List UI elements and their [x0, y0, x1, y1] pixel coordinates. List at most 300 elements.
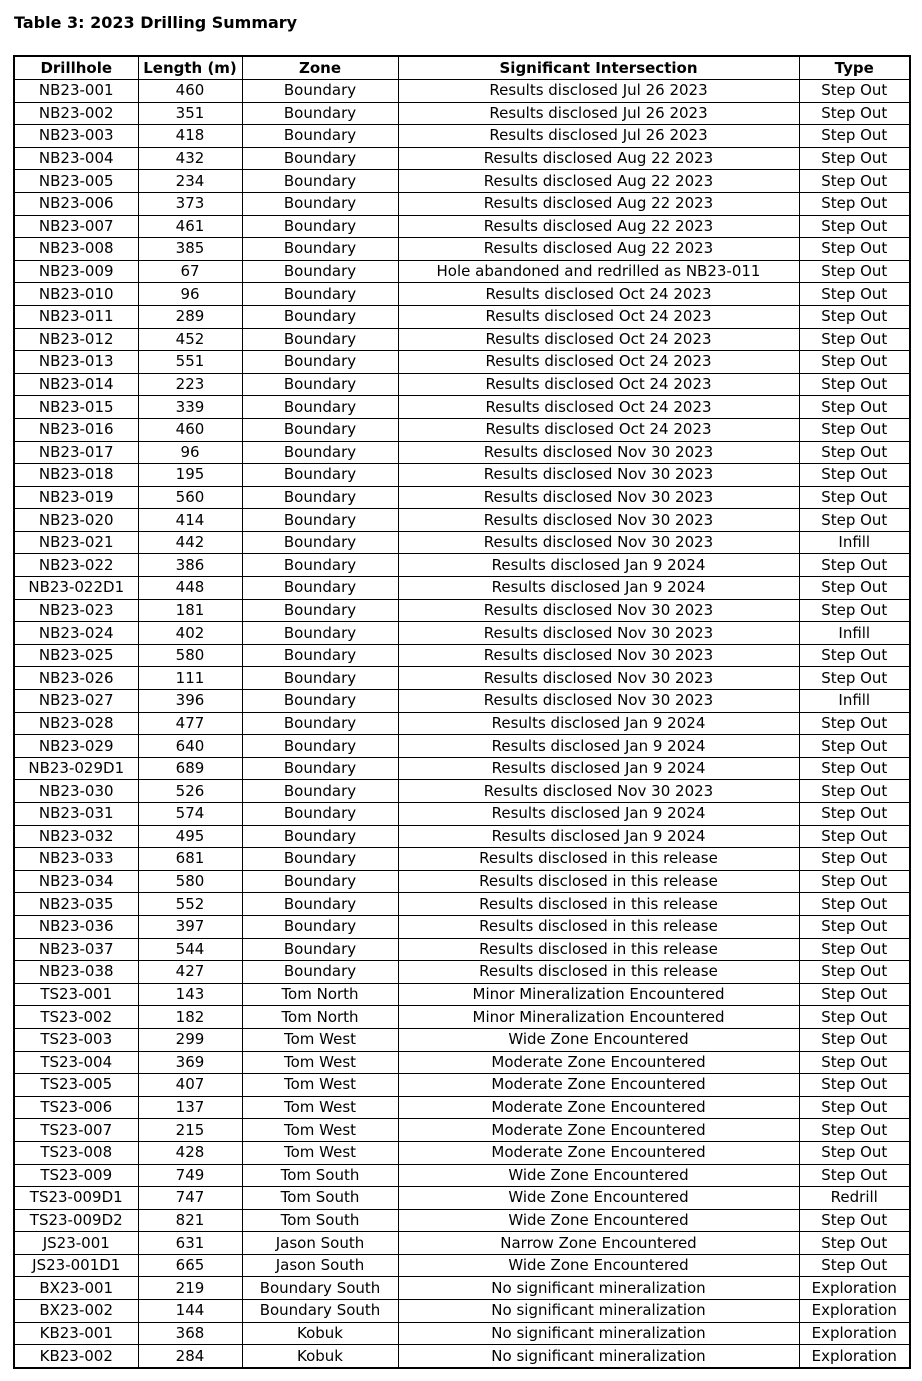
cell-zone: Boundary: [242, 599, 398, 622]
cell-type: Step Out: [799, 260, 910, 283]
cell-length: 448: [138, 577, 242, 600]
cell-zone: Kobuk: [242, 1322, 398, 1345]
cell-type: Infill: [799, 690, 910, 713]
cell-length: 432: [138, 147, 242, 170]
cell-significant-intersection: Results disclosed Nov 30 2023: [398, 644, 799, 667]
cell-length: 560: [138, 486, 242, 509]
cell-type: Step Out: [799, 351, 910, 374]
table-row: [14, 1187, 910, 1210]
cell-length: 461: [138, 215, 242, 238]
cell-drillhole: NB23-016: [14, 418, 138, 441]
cell-significant-intersection: Results disclosed Nov 30 2023: [398, 509, 799, 532]
cell-type: Infill: [799, 622, 910, 645]
cell-zone: Boundary: [242, 735, 398, 758]
cell-zone: Boundary: [242, 238, 398, 261]
cell-drillhole: NB23-004: [14, 147, 138, 170]
table-row: [14, 1028, 910, 1051]
table-row: [14, 1300, 910, 1323]
cell-type: Step Out: [799, 80, 910, 103]
table-row: [14, 215, 910, 238]
cell-drillhole: NB23-013: [14, 351, 138, 374]
cell-zone: Jason South: [242, 1254, 398, 1277]
table-row: [14, 305, 910, 328]
cell-type: Step Out: [799, 825, 910, 848]
cell-length: 373: [138, 192, 242, 215]
cell-zone: Boundary: [242, 192, 398, 215]
table-row: [14, 915, 910, 938]
cell-type: Exploration: [799, 1345, 910, 1368]
cell-zone: Boundary: [242, 870, 398, 893]
cell-length: 195: [138, 464, 242, 487]
cell-drillhole: BX23-002: [14, 1300, 138, 1323]
cell-drillhole: NB23-008: [14, 238, 138, 261]
cell-significant-intersection: Minor Mineralization Encountered: [398, 983, 799, 1006]
cell-drillhole: NB23-002: [14, 102, 138, 125]
cell-drillhole: NB23-027: [14, 690, 138, 713]
cell-length: 96: [138, 441, 242, 464]
table-row: [14, 170, 910, 193]
cell-drillhole: TS23-009D1: [14, 1187, 138, 1210]
table-row: [14, 644, 910, 667]
cell-significant-intersection: Results disclosed in this release: [398, 938, 799, 961]
table-title: Table 3: 2023 Drilling Summary: [14, 13, 298, 32]
cell-drillhole: KB23-002: [14, 1345, 138, 1368]
cell-length: 689: [138, 757, 242, 780]
cell-length: 144: [138, 1300, 242, 1323]
cell-type: Step Out: [799, 961, 910, 984]
cell-type: Step Out: [799, 735, 910, 758]
table-row: [14, 125, 910, 148]
cell-drillhole: NB23-029: [14, 735, 138, 758]
table-row: [14, 938, 910, 961]
cell-drillhole: NB23-024: [14, 622, 138, 645]
cell-length: 181: [138, 599, 242, 622]
cell-significant-intersection: Results disclosed Nov 30 2023: [398, 780, 799, 803]
table-row: [14, 893, 910, 916]
table-row: [14, 1254, 910, 1277]
table-row: [14, 102, 910, 125]
cell-length: 137: [138, 1096, 242, 1119]
cell-zone: Boundary: [242, 690, 398, 713]
cell-length: 477: [138, 712, 242, 735]
cell-drillhole: NB23-022: [14, 554, 138, 577]
cell-zone: Boundary: [242, 373, 398, 396]
cell-drillhole: TS23-004: [14, 1051, 138, 1074]
cell-zone: Tom South: [242, 1187, 398, 1210]
cell-drillhole: KB23-001: [14, 1322, 138, 1345]
cell-length: 428: [138, 1141, 242, 1164]
cell-drillhole: NB23-038: [14, 961, 138, 984]
cell-type: Step Out: [799, 848, 910, 871]
cell-significant-intersection: Results disclosed Nov 30 2023: [398, 622, 799, 645]
cell-type: Step Out: [799, 803, 910, 826]
cell-zone: Boundary: [242, 938, 398, 961]
table-row: [14, 486, 910, 509]
cell-significant-intersection: Results disclosed in this release: [398, 915, 799, 938]
table-row: [14, 1096, 910, 1119]
cell-significant-intersection: Wide Zone Encountered: [398, 1187, 799, 1210]
cell-length: 747: [138, 1187, 242, 1210]
cell-drillhole: NB23-034: [14, 870, 138, 893]
cell-zone: Boundary: [242, 170, 398, 193]
cell-zone: Boundary: [242, 780, 398, 803]
table-row: [14, 418, 910, 441]
column-header-zone: Zone: [242, 56, 398, 80]
cell-length: 351: [138, 102, 242, 125]
table-row: [14, 983, 910, 1006]
cell-significant-intersection: No significant mineralization: [398, 1277, 799, 1300]
cell-significant-intersection: Wide Zone Encountered: [398, 1209, 799, 1232]
table-row: [14, 351, 910, 374]
table-row: [14, 622, 910, 645]
cell-significant-intersection: Results disclosed Oct 24 2023: [398, 396, 799, 419]
cell-type: Step Out: [799, 644, 910, 667]
cell-length: 460: [138, 418, 242, 441]
table-row: [14, 441, 910, 464]
cell-significant-intersection: Minor Mineralization Encountered: [398, 1006, 799, 1029]
cell-zone: Boundary: [242, 825, 398, 848]
table-row: [14, 554, 910, 577]
cell-zone: Boundary: [242, 80, 398, 103]
cell-length: 299: [138, 1028, 242, 1051]
cell-drillhole: NB23-035: [14, 893, 138, 916]
cell-type: Step Out: [799, 509, 910, 532]
cell-significant-intersection: Wide Zone Encountered: [398, 1028, 799, 1051]
table-row: [14, 1074, 910, 1097]
cell-zone: Boundary: [242, 531, 398, 554]
cell-significant-intersection: Results disclosed in this release: [398, 848, 799, 871]
column-header-length: Length (m): [138, 56, 242, 80]
cell-length: 223: [138, 373, 242, 396]
cell-zone: Tom South: [242, 1209, 398, 1232]
cell-type: Step Out: [799, 486, 910, 509]
cell-drillhole: NB23-011: [14, 305, 138, 328]
cell-zone: Tom South: [242, 1164, 398, 1187]
cell-zone: Boundary: [242, 102, 398, 125]
cell-significant-intersection: Narrow Zone Encountered: [398, 1232, 799, 1255]
table-row: [14, 870, 910, 893]
cell-drillhole: NB23-020: [14, 509, 138, 532]
cell-drillhole: TS23-006: [14, 1096, 138, 1119]
cell-length: 551: [138, 351, 242, 374]
cell-zone: Boundary: [242, 667, 398, 690]
cell-length: 574: [138, 803, 242, 826]
cell-zone: Boundary: [242, 351, 398, 374]
table-row: [14, 531, 910, 554]
cell-significant-intersection: Results disclosed Nov 30 2023: [398, 599, 799, 622]
table-row: [14, 599, 910, 622]
cell-type: Step Out: [799, 283, 910, 306]
cell-significant-intersection: Results disclosed Jan 9 2024: [398, 554, 799, 577]
table-row: [14, 238, 910, 261]
table-row: [14, 283, 910, 306]
cell-drillhole: TS23-001: [14, 983, 138, 1006]
table-row: [14, 192, 910, 215]
cell-length: 289: [138, 305, 242, 328]
cell-drillhole: BX23-001: [14, 1277, 138, 1300]
cell-type: Step Out: [799, 464, 910, 487]
cell-drillhole: NB23-014: [14, 373, 138, 396]
cell-type: Infill: [799, 531, 910, 554]
cell-length: 407: [138, 1074, 242, 1097]
table-row: [14, 80, 910, 103]
cell-length: 495: [138, 825, 242, 848]
cell-length: 339: [138, 396, 242, 419]
cell-drillhole: NB23-003: [14, 125, 138, 148]
cell-drillhole: NB23-030: [14, 780, 138, 803]
cell-drillhole: TS23-008: [14, 1141, 138, 1164]
table-row: [14, 735, 910, 758]
column-header-type: Type: [799, 56, 910, 80]
cell-type: Step Out: [799, 554, 910, 577]
cell-length: 67: [138, 260, 242, 283]
cell-zone: Boundary: [242, 961, 398, 984]
cell-length: 749: [138, 1164, 242, 1187]
cell-drillhole: NB23-022D1: [14, 577, 138, 600]
cell-drillhole: NB23-010: [14, 283, 138, 306]
cell-significant-intersection: Results disclosed Nov 30 2023: [398, 690, 799, 713]
column-header-drillhole: Drillhole: [14, 56, 138, 80]
cell-zone: Boundary: [242, 305, 398, 328]
cell-type: Exploration: [799, 1300, 910, 1323]
cell-drillhole: JS23-001D1: [14, 1254, 138, 1277]
table-row: [14, 712, 910, 735]
cell-drillhole: NB23-029D1: [14, 757, 138, 780]
table-row: [14, 1141, 910, 1164]
cell-type: Step Out: [799, 147, 910, 170]
cell-zone: Boundary: [242, 418, 398, 441]
cell-zone: Boundary: [242, 509, 398, 532]
cell-type: Step Out: [799, 238, 910, 261]
cell-length: 821: [138, 1209, 242, 1232]
cell-drillhole: NB23-037: [14, 938, 138, 961]
table-row: [14, 848, 910, 871]
cell-zone: Kobuk: [242, 1345, 398, 1368]
cell-significant-intersection: Results disclosed Jan 9 2024: [398, 803, 799, 826]
cell-zone: Boundary: [242, 441, 398, 464]
cell-zone: Boundary: [242, 215, 398, 238]
cell-length: 452: [138, 328, 242, 351]
table-row: [14, 1322, 910, 1345]
cell-type: Step Out: [799, 102, 910, 125]
cell-drillhole: NB23-017: [14, 441, 138, 464]
cell-significant-intersection: Results disclosed Jan 9 2024: [398, 735, 799, 758]
cell-type: Step Out: [799, 1028, 910, 1051]
table-row: [14, 1209, 910, 1232]
cell-length: 397: [138, 915, 242, 938]
table-row: [14, 1006, 910, 1029]
cell-zone: Boundary: [242, 328, 398, 351]
cell-significant-intersection: Results disclosed Nov 30 2023: [398, 464, 799, 487]
cell-zone: Boundary: [242, 125, 398, 148]
cell-drillhole: NB23-026: [14, 667, 138, 690]
cell-type: Step Out: [799, 599, 910, 622]
cell-drillhole: JS23-001: [14, 1232, 138, 1255]
cell-significant-intersection: Results disclosed Aug 22 2023: [398, 215, 799, 238]
cell-zone: Boundary: [242, 915, 398, 938]
cell-drillhole: TS23-009D2: [14, 1209, 138, 1232]
cell-type: Step Out: [799, 1209, 910, 1232]
cell-drillhole: NB23-006: [14, 192, 138, 215]
cell-zone: Boundary: [242, 848, 398, 871]
cell-drillhole: NB23-009: [14, 260, 138, 283]
cell-length: 526: [138, 780, 242, 803]
cell-type: Step Out: [799, 328, 910, 351]
cell-length: 369: [138, 1051, 242, 1074]
table-row: [14, 780, 910, 803]
cell-type: Step Out: [799, 170, 910, 193]
cell-type: Step Out: [799, 870, 910, 893]
cell-significant-intersection: Results disclosed Jan 9 2024: [398, 577, 799, 600]
cell-type: Step Out: [799, 1051, 910, 1074]
cell-significant-intersection: Results disclosed Jan 9 2024: [398, 757, 799, 780]
table-row: [14, 803, 910, 826]
cell-drillhole: NB23-023: [14, 599, 138, 622]
cell-type: Step Out: [799, 712, 910, 735]
cell-significant-intersection: Results disclosed Jul 26 2023: [398, 80, 799, 103]
table-row: [14, 147, 910, 170]
cell-length: 368: [138, 1322, 242, 1345]
cell-length: 402: [138, 622, 242, 645]
cell-type: Step Out: [799, 125, 910, 148]
cell-zone: Boundary: [242, 147, 398, 170]
cell-significant-intersection: Results disclosed Oct 24 2023: [398, 418, 799, 441]
cell-drillhole: TS23-003: [14, 1028, 138, 1051]
cell-length: 385: [138, 238, 242, 261]
cell-drillhole: NB23-018: [14, 464, 138, 487]
table-row: [14, 667, 910, 690]
cell-length: 111: [138, 667, 242, 690]
cell-zone: Boundary: [242, 803, 398, 826]
cell-zone: Tom North: [242, 1006, 398, 1029]
table-row: [14, 1119, 910, 1142]
cell-length: 396: [138, 690, 242, 713]
cell-zone: Boundary: [242, 260, 398, 283]
cell-significant-intersection: Results disclosed in this release: [398, 961, 799, 984]
cell-significant-intersection: Moderate Zone Encountered: [398, 1051, 799, 1074]
cell-significant-intersection: No significant mineralization: [398, 1322, 799, 1345]
cell-type: Step Out: [799, 757, 910, 780]
cell-significant-intersection: No significant mineralization: [398, 1300, 799, 1323]
cell-significant-intersection: Moderate Zone Encountered: [398, 1119, 799, 1142]
table-row: [14, 509, 910, 532]
cell-length: 640: [138, 735, 242, 758]
cell-drillhole: TS23-009: [14, 1164, 138, 1187]
cell-drillhole: NB23-001: [14, 80, 138, 103]
drilling-summary-table: [13, 55, 911, 1369]
cell-significant-intersection: Results disclosed Aug 22 2023: [398, 192, 799, 215]
cell-zone: Tom West: [242, 1119, 398, 1142]
cell-drillhole: NB23-031: [14, 803, 138, 826]
cell-significant-intersection: Results disclosed Oct 24 2023: [398, 283, 799, 306]
cell-type: Step Out: [799, 938, 910, 961]
cell-zone: Boundary: [242, 622, 398, 645]
cell-type: Step Out: [799, 1119, 910, 1142]
cell-type: Step Out: [799, 373, 910, 396]
cell-type: Step Out: [799, 215, 910, 238]
cell-length: 284: [138, 1345, 242, 1368]
table-row: [14, 757, 910, 780]
cell-type: Step Out: [799, 1141, 910, 1164]
cell-zone: Boundary: [242, 396, 398, 419]
cell-drillhole: TS23-002: [14, 1006, 138, 1029]
table-row: [14, 825, 910, 848]
cell-type: Step Out: [799, 305, 910, 328]
cell-type: Exploration: [799, 1277, 910, 1300]
cell-type: Step Out: [799, 983, 910, 1006]
table-row: [14, 373, 910, 396]
cell-zone: Tom West: [242, 1141, 398, 1164]
cell-drillhole: NB23-005: [14, 170, 138, 193]
cell-drillhole: NB23-012: [14, 328, 138, 351]
cell-zone: Tom West: [242, 1028, 398, 1051]
cell-significant-intersection: Results disclosed Oct 24 2023: [398, 305, 799, 328]
cell-zone: Boundary: [242, 577, 398, 600]
cell-significant-intersection: Results disclosed Oct 24 2023: [398, 373, 799, 396]
cell-significant-intersection: Results disclosed in this release: [398, 870, 799, 893]
cell-significant-intersection: Results disclosed Nov 30 2023: [398, 531, 799, 554]
cell-type: Step Out: [799, 418, 910, 441]
table-row: [14, 1164, 910, 1187]
cell-drillhole: NB23-019: [14, 486, 138, 509]
cell-zone: Tom West: [242, 1074, 398, 1097]
cell-type: Step Out: [799, 577, 910, 600]
cell-drillhole: NB23-021: [14, 531, 138, 554]
cell-type: Step Out: [799, 1096, 910, 1119]
cell-length: 460: [138, 80, 242, 103]
cell-length: 631: [138, 1232, 242, 1255]
cell-drillhole: NB23-015: [14, 396, 138, 419]
cell-type: Exploration: [799, 1322, 910, 1345]
cell-significant-intersection: Moderate Zone Encountered: [398, 1074, 799, 1097]
table-row: [14, 1232, 910, 1255]
table-row: [14, 1051, 910, 1074]
table-row: [14, 328, 910, 351]
cell-drillhole: NB23-025: [14, 644, 138, 667]
cell-significant-intersection: Wide Zone Encountered: [398, 1254, 799, 1277]
cell-type: Step Out: [799, 1232, 910, 1255]
table-row: [14, 1345, 910, 1368]
table-row: [14, 961, 910, 984]
cell-length: 681: [138, 848, 242, 871]
cell-drillhole: NB23-036: [14, 915, 138, 938]
cell-length: 442: [138, 531, 242, 554]
cell-zone: Boundary: [242, 712, 398, 735]
cell-type: Step Out: [799, 915, 910, 938]
cell-zone: Tom West: [242, 1051, 398, 1074]
cell-length: 96: [138, 283, 242, 306]
cell-type: Step Out: [799, 1254, 910, 1277]
cell-significant-intersection: Hole abandoned and redrilled as NB23-011: [398, 260, 799, 283]
cell-significant-intersection: Results disclosed Jul 26 2023: [398, 102, 799, 125]
cell-significant-intersection: Results disclosed Nov 30 2023: [398, 486, 799, 509]
cell-zone: Boundary: [242, 283, 398, 306]
cell-zone: Boundary: [242, 893, 398, 916]
cell-length: 427: [138, 961, 242, 984]
cell-significant-intersection: Results disclosed Nov 30 2023: [398, 441, 799, 464]
cell-significant-intersection: Results disclosed Aug 22 2023: [398, 238, 799, 261]
cell-type: Step Out: [799, 1164, 910, 1187]
cell-zone: Tom North: [242, 983, 398, 1006]
cell-type: Step Out: [799, 780, 910, 803]
cell-significant-intersection: Results disclosed Aug 22 2023: [398, 170, 799, 193]
cell-drillhole: NB23-007: [14, 215, 138, 238]
cell-type: Step Out: [799, 667, 910, 690]
cell-zone: Boundary: [242, 757, 398, 780]
cell-significant-intersection: Wide Zone Encountered: [398, 1164, 799, 1187]
cell-significant-intersection: Results disclosed Jul 26 2023: [398, 125, 799, 148]
cell-length: 544: [138, 938, 242, 961]
